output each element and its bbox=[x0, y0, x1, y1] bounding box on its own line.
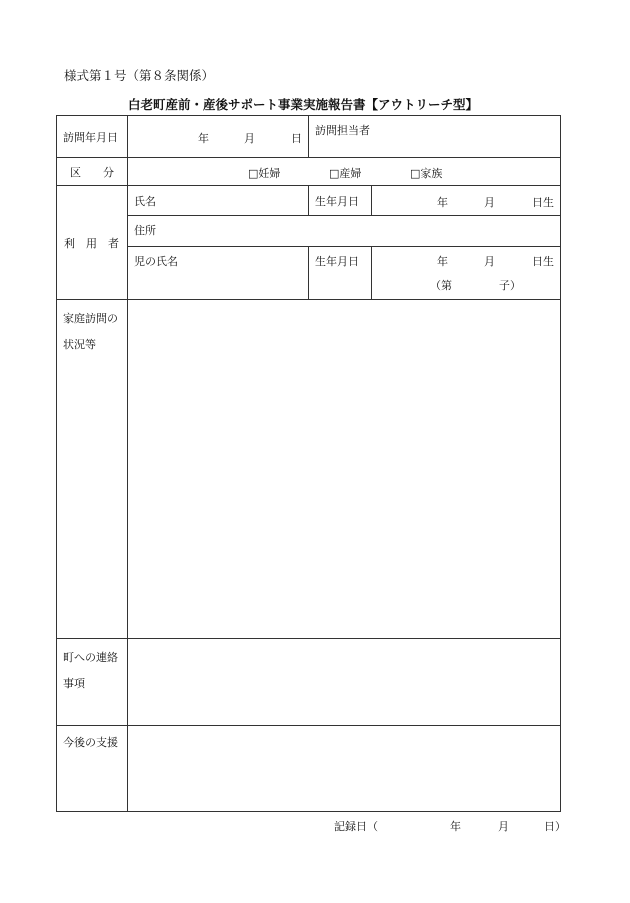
town-contact-field[interactable] bbox=[128, 639, 561, 726]
visit-date-field[interactable] bbox=[128, 116, 309, 158]
home-visit-field[interactable] bbox=[128, 300, 561, 639]
checkbox-pregnant[interactable]: □妊婦 bbox=[248, 167, 281, 180]
visit-year-unit: 年 bbox=[198, 132, 209, 145]
future-support-row bbox=[57, 726, 561, 812]
checkbox-postpartum[interactable]: □産婦 bbox=[329, 167, 362, 180]
user-name-field[interactable] bbox=[128, 186, 309, 216]
record-day-unit: 日） bbox=[544, 820, 566, 833]
form-number: 様式第１号（第８条関係） bbox=[64, 68, 215, 83]
category-row bbox=[57, 158, 561, 186]
birth-order-close: 子） bbox=[499, 279, 521, 292]
visit-row bbox=[57, 116, 561, 158]
child-dob-year-unit: 年 bbox=[437, 255, 448, 268]
town-contact-label-line2: 事項 bbox=[63, 677, 85, 690]
user-section-label: 利 用 者 bbox=[57, 186, 128, 300]
child-dob-field[interactable] bbox=[372, 247, 561, 300]
child-row bbox=[57, 247, 561, 300]
user-name-row bbox=[57, 186, 561, 216]
user-dob-year-unit: 年 bbox=[437, 196, 448, 209]
home-visit-label bbox=[57, 300, 128, 639]
record-year-unit: 年 bbox=[450, 820, 461, 833]
category-label: 区 分 bbox=[57, 158, 128, 186]
child-name-label: 児の氏名 bbox=[134, 255, 178, 268]
home-visit-label-line2: 状況等 bbox=[63, 338, 96, 351]
future-support-label: 今後の支援 bbox=[57, 726, 128, 812]
visit-staff-field[interactable] bbox=[309, 116, 561, 158]
user-name-label: 氏名 bbox=[134, 194, 156, 208]
checkbox-family[interactable]: □家族 bbox=[410, 167, 443, 180]
category-options bbox=[128, 158, 561, 186]
user-address-field[interactable] bbox=[128, 216, 561, 247]
report-form-table bbox=[56, 115, 561, 812]
future-support-field[interactable] bbox=[128, 726, 561, 812]
visit-day-unit: 日 bbox=[291, 132, 302, 145]
user-dob-day-unit: 日生 bbox=[532, 196, 554, 209]
child-dob-month-unit: 月 bbox=[484, 255, 495, 268]
town-contact-label-line1: 町への連絡 bbox=[63, 651, 118, 664]
home-visit-label-line1: 家庭訪問の bbox=[63, 312, 118, 325]
birth-order-open: （第 bbox=[430, 279, 452, 292]
form-title: 白老町産前・産後サポート事業実施報告書【アウトリーチ型】 bbox=[128, 97, 479, 112]
user-dob-label: 生年月日 bbox=[309, 186, 372, 216]
user-dob-month-unit: 月 bbox=[484, 196, 495, 209]
user-address-row bbox=[57, 216, 561, 247]
visit-staff-label: 訪問担当者 bbox=[315, 124, 370, 137]
child-dob-label: 生年月日 bbox=[309, 247, 372, 300]
user-dob-field[interactable] bbox=[372, 186, 561, 216]
town-contact-label bbox=[57, 639, 128, 726]
home-visit-row bbox=[57, 300, 561, 639]
town-contact-row bbox=[57, 639, 561, 726]
visit-month-unit: 月 bbox=[244, 132, 255, 145]
child-dob-day-unit: 日生 bbox=[532, 255, 554, 268]
visit-date-label: 訪問年月日 bbox=[57, 116, 128, 158]
record-date-label: 記録日（ bbox=[334, 820, 378, 833]
child-name-field[interactable] bbox=[128, 247, 309, 300]
user-address-label: 住所 bbox=[134, 224, 156, 237]
record-month-unit: 月 bbox=[498, 820, 509, 833]
